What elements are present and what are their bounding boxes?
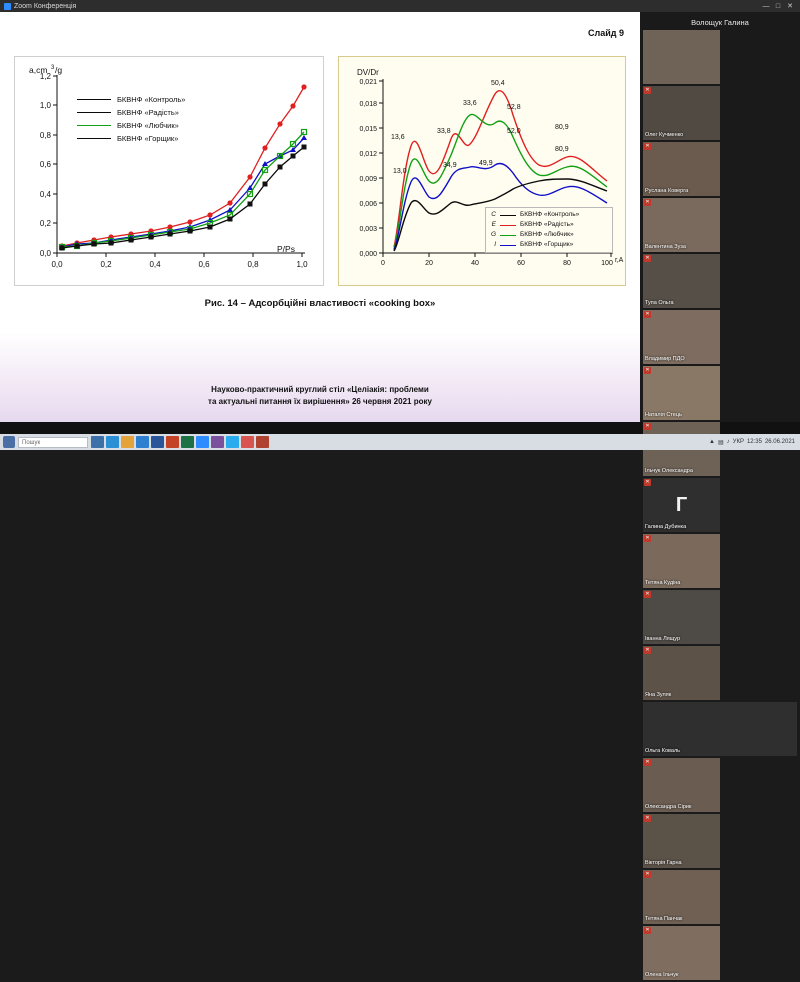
legend-item bbox=[77, 132, 185, 145]
network-icon[interactable]: ▤ bbox=[717, 439, 724, 446]
svg-text:0,006: 0,006 bbox=[359, 201, 377, 208]
svg-text:80,9: 80,9 bbox=[555, 124, 569, 131]
svg-text:1,0: 1,0 bbox=[39, 101, 51, 110]
show-hidden-icons-icon[interactable]: ▲ bbox=[709, 439, 715, 445]
svg-text:0,015: 0,015 bbox=[359, 126, 377, 133]
taskbar-browser-icon[interactable] bbox=[106, 436, 119, 448]
svg-text:33,8: 33,8 bbox=[437, 128, 451, 135]
participant-tile[interactable] bbox=[643, 254, 720, 308]
taskbar-zoom-icon[interactable] bbox=[196, 436, 209, 448]
svg-text:0,012: 0,012 bbox=[359, 151, 377, 158]
legend-line-control bbox=[77, 99, 111, 100]
chart-a-svg bbox=[15, 57, 323, 285]
legend-item bbox=[489, 230, 609, 240]
participant-name: Яна Зуляк bbox=[645, 692, 672, 698]
svg-text:0,6: 0,6 bbox=[39, 160, 51, 169]
mic-muted-icon: ✕ bbox=[645, 367, 650, 373]
svg-text:34,9: 34,9 bbox=[443, 162, 457, 169]
svg-text:0,021: 0,021 bbox=[359, 79, 377, 86]
legend-item bbox=[489, 220, 609, 230]
mic-muted-icon: ✕ bbox=[645, 87, 650, 93]
pore-size-distribution-chart bbox=[338, 56, 626, 286]
svg-text:0,000: 0,000 bbox=[359, 251, 377, 258]
windows-icon[interactable] bbox=[3, 436, 15, 448]
legend-label: БКВНФ «Контроль» bbox=[117, 95, 186, 104]
mic-muted-icon: ✕ bbox=[645, 423, 650, 429]
mic-muted-icon: ✕ bbox=[645, 479, 650, 485]
participant-name: Наталія Стець bbox=[645, 412, 682, 418]
svg-text:13,0: 13,0 bbox=[393, 168, 407, 175]
participant-tile[interactable] bbox=[643, 814, 720, 868]
participant-name: Тетяна Панчак bbox=[645, 916, 683, 922]
svg-text:52,0: 52,0 bbox=[507, 128, 521, 135]
legend-key: E bbox=[491, 221, 496, 228]
legend-key: G bbox=[490, 231, 496, 238]
clock-date[interactable]: 26.06.2021 bbox=[764, 439, 795, 445]
taskbar-word-icon[interactable] bbox=[151, 436, 164, 448]
slide-number-badge: Слайд 9 bbox=[588, 28, 624, 38]
mic-muted-icon: ✕ bbox=[645, 871, 650, 877]
speaker-icon[interactable]: ♪ bbox=[726, 439, 730, 445]
legend-label: БКВНФ «Любчик» bbox=[520, 231, 574, 238]
taskbar-viber-icon[interactable] bbox=[211, 436, 224, 448]
legend-item bbox=[489, 240, 609, 250]
legend-label: БКВНФ «Горщик» bbox=[520, 241, 574, 248]
taskbar-media-player-icon[interactable] bbox=[256, 436, 269, 448]
taskbar-app-buttons bbox=[91, 436, 271, 448]
footer-line-2: та актуальні питання їх вирішення» 26 червня 2021 року bbox=[208, 397, 432, 406]
chart-b-legend bbox=[485, 207, 613, 253]
legend-label: БКВНФ «Горщик» bbox=[117, 134, 179, 143]
participant-name: Тетяна Кудіна bbox=[645, 580, 681, 586]
svg-text:1,0: 1,0 bbox=[296, 260, 308, 269]
participant-tiles bbox=[642, 30, 798, 982]
mic-muted-icon: ✕ bbox=[645, 143, 650, 149]
svg-text:0,2: 0,2 bbox=[100, 260, 112, 269]
legend-label: БКВНФ «Радість» bbox=[520, 221, 574, 228]
svg-text:P/Ps: P/Ps bbox=[277, 244, 295, 254]
svg-text:40: 40 bbox=[471, 260, 479, 267]
participant-tile[interactable] bbox=[643, 926, 720, 980]
svg-text:0,009: 0,009 bbox=[359, 176, 377, 183]
svg-text:0,4: 0,4 bbox=[149, 260, 161, 269]
participant-name: Галина Дубинка bbox=[645, 524, 687, 530]
participant-name: Руслана Коверга bbox=[645, 188, 689, 194]
svg-text:52,8: 52,8 bbox=[507, 104, 521, 111]
legend-label: БКВНФ «Контроль» bbox=[520, 211, 580, 218]
mic-muted-icon: ✕ bbox=[645, 199, 650, 205]
participant-tile[interactable] bbox=[643, 86, 720, 140]
participant-tile[interactable] bbox=[643, 310, 720, 364]
svg-text:0: 0 bbox=[381, 260, 385, 267]
taskbar-telegram-icon[interactable] bbox=[226, 436, 239, 448]
legend-line-radist bbox=[77, 112, 111, 113]
svg-text:0,4: 0,4 bbox=[39, 190, 51, 199]
svg-text:0,003: 0,003 bbox=[359, 226, 377, 233]
legend-line-radist bbox=[500, 225, 516, 226]
participant-tile[interactable] bbox=[643, 198, 720, 252]
svg-text:49,9: 49,9 bbox=[479, 160, 493, 167]
footer-line-1: Науково-практичний круглий стіл «Целіакія: проблеми bbox=[211, 385, 429, 394]
shared-screen bbox=[0, 12, 640, 422]
figure-caption: Рис. 14 – Адсорбційні властивості «cooking box» bbox=[204, 298, 436, 309]
svg-text:80: 80 bbox=[563, 260, 571, 267]
clock-time[interactable]: 12:35 bbox=[746, 439, 762, 445]
svg-text:3: 3 bbox=[51, 65, 55, 71]
legend-key: I bbox=[494, 241, 496, 248]
legend-item bbox=[77, 106, 185, 119]
svg-text:20: 20 bbox=[425, 260, 433, 267]
mic-muted-icon: ✕ bbox=[645, 535, 650, 541]
taskbar-excel-icon[interactable] bbox=[181, 436, 194, 448]
mic-muted-icon: ✕ bbox=[645, 927, 650, 933]
participant-tile[interactable] bbox=[643, 870, 720, 924]
svg-text:100: 100 bbox=[601, 260, 613, 267]
svg-text:0,8: 0,8 bbox=[39, 131, 51, 140]
svg-text:г,А: г,А bbox=[615, 257, 624, 264]
system-tray bbox=[709, 439, 797, 446]
mic-muted-icon: ✕ bbox=[645, 647, 650, 653]
tray-language[interactable]: УКР bbox=[732, 439, 744, 445]
mic-muted-icon: ✕ bbox=[645, 759, 650, 765]
svg-text:0,0: 0,0 bbox=[39, 249, 51, 258]
mic-muted-icon: ✕ bbox=[645, 311, 650, 317]
window-title: Zoom Конференція bbox=[14, 2, 77, 10]
participant-tile[interactable] bbox=[643, 590, 720, 644]
svg-text:DV/Dr: DV/Dr bbox=[357, 68, 379, 77]
svg-text:0,6: 0,6 bbox=[198, 260, 210, 269]
svg-text:1,2: 1,2 bbox=[39, 72, 51, 81]
participant-name: Вікторія Гарна bbox=[645, 860, 682, 866]
avatar: Г bbox=[675, 493, 688, 516]
zoom-icon bbox=[4, 3, 11, 10]
mic-muted-icon: ✕ bbox=[645, 815, 650, 821]
mic-muted-icon: ✕ bbox=[645, 591, 650, 597]
svg-text:/g: /g bbox=[55, 65, 63, 75]
participant-name: Тупа Ольга bbox=[645, 300, 674, 306]
svg-text:0,0: 0,0 bbox=[51, 260, 63, 269]
participant-tile[interactable] bbox=[643, 534, 720, 588]
legend-line-horshchyk bbox=[77, 138, 111, 139]
legend-item bbox=[77, 93, 185, 106]
windows-taskbar bbox=[0, 434, 800, 450]
presentation-slide bbox=[0, 12, 640, 422]
svg-text:50,4: 50,4 bbox=[491, 80, 505, 87]
legend-label: БКВНФ «Радість» bbox=[117, 108, 179, 117]
svg-text:0,2: 0,2 bbox=[39, 219, 51, 228]
taskbar-task-view-icon[interactable] bbox=[91, 436, 104, 448]
svg-text:13,6: 13,6 bbox=[391, 134, 405, 141]
svg-text:60: 60 bbox=[517, 260, 525, 267]
slide-footer bbox=[0, 384, 640, 408]
svg-text:0,018: 0,018 bbox=[359, 101, 377, 108]
legend-item bbox=[77, 119, 185, 132]
search-input[interactable]: Пошук bbox=[18, 437, 88, 448]
svg-text:a,cm: a,cm bbox=[29, 65, 48, 75]
legend-line-control bbox=[500, 215, 516, 216]
adsorption-isotherm-chart bbox=[14, 56, 324, 286]
participant-tile[interactable] bbox=[643, 702, 797, 756]
taskbar-powerpoint-icon[interactable] bbox=[166, 436, 179, 448]
window-titlebar bbox=[0, 0, 800, 12]
maximize-button[interactable]: □ bbox=[775, 2, 781, 10]
active-speaker-name: Волощук Галина bbox=[691, 17, 749, 27]
participant-tile[interactable] bbox=[643, 366, 720, 420]
legend-line-lyubchyk bbox=[77, 125, 111, 126]
taskbar-mail-icon[interactable] bbox=[136, 436, 149, 448]
taskbar-chrome-icon[interactable] bbox=[241, 436, 254, 448]
close-button[interactable]: ✕ bbox=[787, 3, 793, 10]
legend-item bbox=[489, 210, 609, 220]
legend-line-lyubchyk bbox=[500, 235, 516, 236]
participant-name: Олена Ільчук bbox=[645, 972, 679, 978]
svg-text:33,6: 33,6 bbox=[463, 100, 477, 107]
participant-tile[interactable] bbox=[643, 30, 720, 84]
participant-name: Іванна Лящур bbox=[645, 636, 681, 642]
legend-label: БКВНФ «Любчик» bbox=[117, 121, 179, 130]
participant-name: Владимир ПДО bbox=[645, 356, 685, 362]
participant-name: Валентина Зуза bbox=[645, 244, 686, 250]
taskbar-file-explorer-icon[interactable] bbox=[121, 436, 134, 448]
minimize-button[interactable]: — bbox=[762, 2, 770, 10]
mic-muted-icon: ✕ bbox=[645, 255, 650, 261]
participant-tile[interactable] bbox=[643, 478, 720, 532]
participant-name: Олександра Сірик bbox=[645, 804, 692, 810]
chart-a-legend bbox=[77, 93, 185, 145]
participant-tile[interactable] bbox=[643, 142, 720, 196]
participant-tile[interactable] bbox=[643, 758, 720, 812]
participant-name: Ольга Коваль bbox=[645, 748, 681, 754]
participant-tile[interactable] bbox=[643, 646, 720, 700]
svg-text:0,8: 0,8 bbox=[247, 260, 259, 269]
participant-name: Ільчук Олександра bbox=[645, 468, 693, 474]
legend-line-horshchyk bbox=[500, 245, 516, 246]
participant-name: Олег Кучменко bbox=[645, 132, 684, 138]
svg-text:80,9: 80,9 bbox=[555, 146, 569, 153]
legend-key: C bbox=[491, 211, 496, 218]
